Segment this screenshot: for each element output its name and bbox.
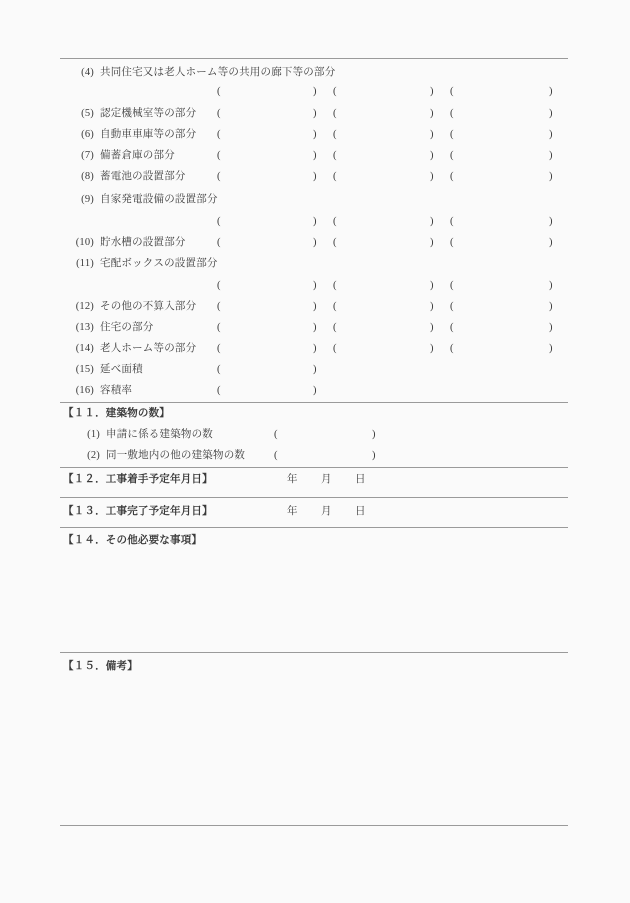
section-13-year-label: 年 [287,506,298,517]
area-item-6-open-2: ( [333,129,337,140]
area-item-9-open-2: ( [333,216,337,227]
section-11-item-2-close: ) [372,450,376,461]
area-item-label-8: 蓄電池の設置部分 [100,171,186,182]
rule-bottom [60,825,568,826]
area-item-8-open-2: ( [333,171,337,182]
area-item-label-12: その他の不算入部分 [100,301,197,312]
area-item-label-11: 宅配ボックスの設置部分 [100,258,218,269]
area-item-5-open-2: ( [333,108,337,119]
section-11-item-1-open: ( [274,429,278,440]
area-item-4-open-1: ( [217,86,221,97]
area-item-14-open-2: ( [333,343,337,354]
area-item-no-4: (4) [81,67,94,78]
area-item-12-close-1: ) [313,301,317,312]
area-item-no-11: (11) [76,258,94,269]
area-item-no-13: (13) [75,322,94,333]
area-item-label-7: 備蓄倉庫の部分 [100,150,175,161]
area-item-no-7: (7) [81,150,94,161]
area-item-13-close-2: ) [430,322,434,333]
area-item-13-close-1: ) [313,322,317,333]
area-item-6-close-2: ) [430,129,434,140]
area-item-11-close-1: ) [313,280,317,291]
area-item-7-open-1: ( [217,150,221,161]
rule-above-section-11 [60,402,568,403]
section-12-month-label: 月 [321,474,332,485]
area-item-10-open-1: ( [217,237,221,248]
area-item-no-5: (5) [81,108,94,119]
area-item-label-9: 自家発電設備の設置部分 [100,194,218,205]
area-item-10-open-2: ( [333,237,337,248]
area-item-label-4: 共同住宅又は老人ホーム等の共用の廊下等の部分 [100,67,336,78]
section-11-heading: 【１１．建築物の数】 [63,408,170,419]
area-item-10-close-3: ) [549,237,553,248]
area-item-5-open-1: ( [217,108,221,119]
area-item-label-5: 認定機械室等の部分 [100,108,197,119]
area-item-4-open-3: ( [450,86,454,97]
rule-above-section-13 [60,497,568,498]
area-item-7-close-1: ) [313,150,317,161]
area-item-label-14: 老人ホーム等の部分 [100,343,197,354]
area-item-7-close-3: ) [549,150,553,161]
area-item-11-close-3: ) [549,280,553,291]
section-12-year-label: 年 [287,474,298,485]
area-item-no-14: (14) [75,343,94,354]
area-item-8-close-3: ) [549,171,553,182]
area-item-4-close-2: ) [430,86,434,97]
area-item-10-close-2: ) [430,237,434,248]
area-item-5-close-1: ) [313,108,317,119]
area-item-14-close-1: ) [313,343,317,354]
section-13-heading: 【１３．工事完了予定年月日】 [63,506,213,517]
area-item-16-open-1: ( [217,385,221,396]
section-11-item-no-1: (1) [87,429,100,440]
area-item-12-open-3: ( [450,301,454,312]
area-item-11-close-2: ) [430,280,434,291]
area-item-7-open-2: ( [333,150,337,161]
area-item-14-open-1: ( [217,343,221,354]
area-item-4-close-1: ) [313,86,317,97]
area-item-9-close-2: ) [430,216,434,227]
area-item-11-open-1: ( [217,280,221,291]
area-item-5-open-3: ( [450,108,454,119]
section-11-item-1-close: ) [372,429,376,440]
section-11-item-no-2: (2) [87,450,100,461]
rule-top [60,58,568,59]
rule-above-section-12 [60,467,568,468]
area-item-label-10: 貯水槽の設置部分 [100,237,186,248]
area-item-12-close-3: ) [549,301,553,312]
area-item-8-open-1: ( [217,171,221,182]
area-item-16-close-1: ) [313,385,317,396]
area-item-label-16: 容積率 [100,385,133,396]
area-item-15-open-1: ( [217,364,221,375]
area-item-7-close-2: ) [430,150,434,161]
area-item-9-open-1: ( [217,216,221,227]
area-item-6-open-3: ( [450,129,454,140]
area-item-11-open-2: ( [333,280,337,291]
section-11-item-label-2: 同一敷地内の他の建築物の数 [106,450,246,461]
area-item-8-close-2: ) [430,171,434,182]
area-item-4-open-2: ( [333,86,337,97]
area-item-label-6: 自動車車庫等の部分 [100,129,197,140]
area-item-6-close-3: ) [549,129,553,140]
area-item-14-open-3: ( [450,343,454,354]
area-item-5-close-2: ) [430,108,434,119]
area-item-no-9: (9) [81,194,94,205]
area-item-13-open-2: ( [333,322,337,333]
section-14-entry-area[interactable] [60,550,568,650]
area-item-14-close-2: ) [430,343,434,354]
area-item-4-close-3: ) [549,86,553,97]
section-11-item-label-1: 申請に係る建築物の数 [106,429,213,440]
area-item-label-13: 住宅の部分 [100,322,154,333]
area-item-12-open-2: ( [333,301,337,312]
area-item-11-open-3: ( [450,280,454,291]
area-item-5-close-3: ) [549,108,553,119]
area-item-10-close-1: ) [313,237,317,248]
area-item-15-close-1: ) [313,364,317,375]
section-11-item-2-open: ( [274,450,278,461]
area-item-7-open-3: ( [450,150,454,161]
section-12-day-label: 日 [355,474,366,485]
area-item-no-16: (16) [75,385,94,396]
area-item-no-12: (12) [75,301,94,312]
area-item-6-open-1: ( [217,129,221,140]
area-item-8-open-3: ( [450,171,454,182]
area-item-no-15: (15) [75,364,94,375]
area-item-13-open-3: ( [450,322,454,333]
area-item-14-close-3: ) [549,343,553,354]
section-12-heading: 【１２．工事着手予定年月日】 [63,474,213,485]
section-15-heading: 【１５．備考】 [63,661,138,672]
section-14-heading: 【１４．その他必要な事項】 [63,535,203,546]
area-item-9-close-3: ) [549,216,553,227]
area-item-8-close-1: ) [313,171,317,182]
section-13-day-label: 日 [355,506,366,517]
area-item-no-6: (6) [81,129,94,140]
area-item-no-8: (8) [81,171,94,182]
area-item-12-close-2: ) [430,301,434,312]
rule-above-section-15 [60,652,568,653]
area-item-13-close-3: ) [549,322,553,333]
area-item-13-open-1: ( [217,322,221,333]
area-item-10-open-3: ( [450,237,454,248]
area-item-9-open-3: ( [450,216,454,227]
area-item-12-open-1: ( [217,301,221,312]
area-item-6-close-1: ) [313,129,317,140]
rule-above-section-14 [60,527,568,528]
area-item-9-close-1: ) [313,216,317,227]
area-item-no-10: (10) [75,237,94,248]
section-13-month-label: 月 [321,506,332,517]
section-15-entry-area[interactable] [60,678,568,823]
area-item-label-15: 延べ面積 [100,364,143,375]
